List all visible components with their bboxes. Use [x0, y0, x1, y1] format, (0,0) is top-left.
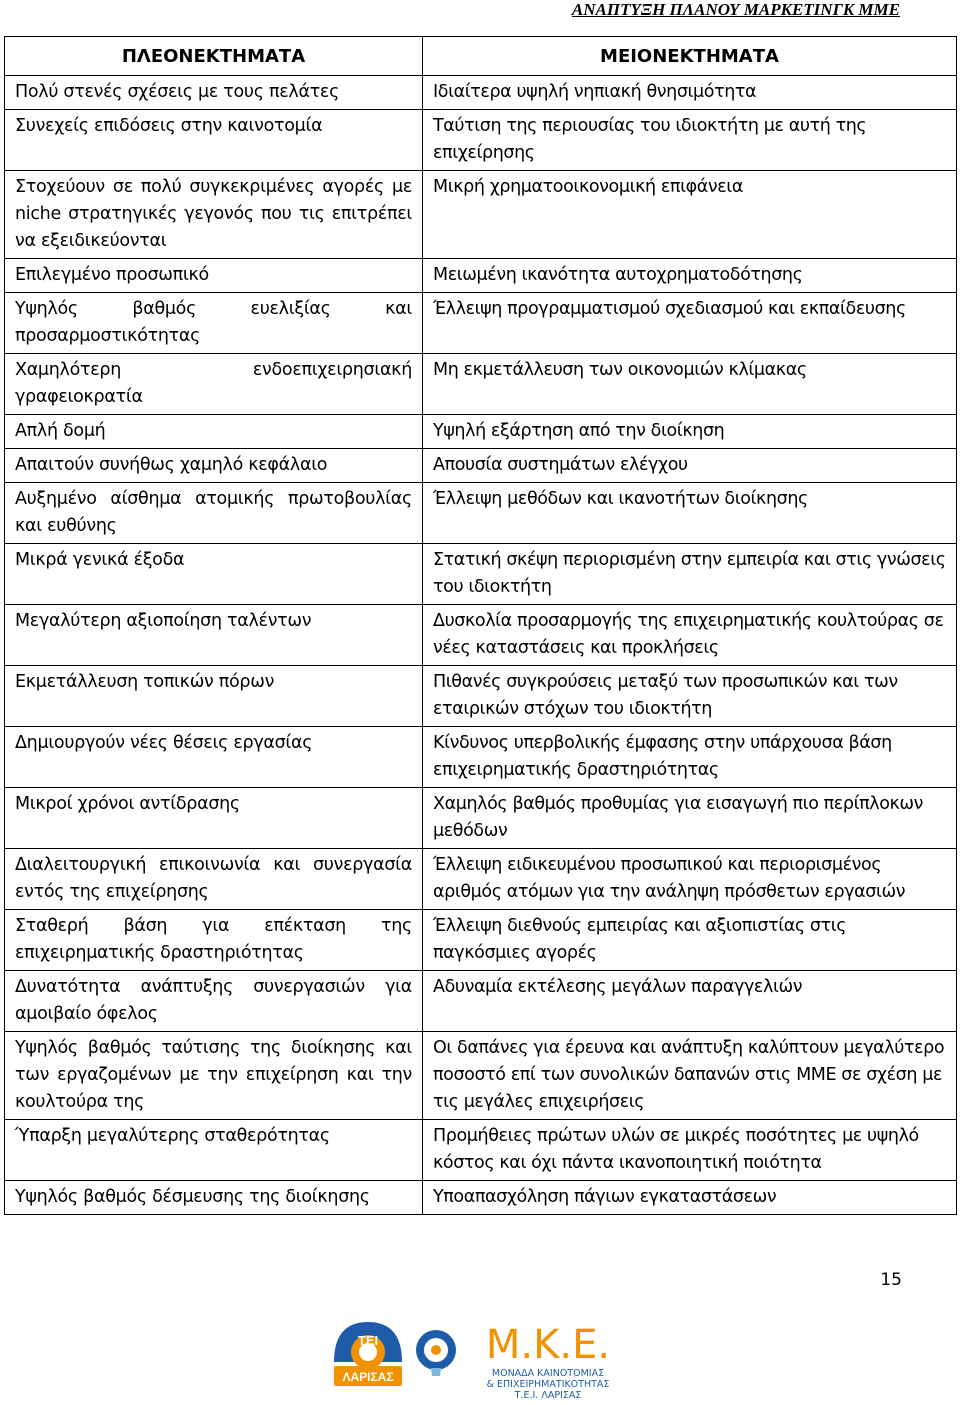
advantage-cell: Δημιουργούν νέες θέσεις εργασίας [5, 727, 423, 788]
table-header-row [5, 37, 957, 76]
table-row [5, 849, 957, 910]
advantage-cell: Στοχεύουν σε πολύ συγκεκριμένες αγορές με niche στρατηγικές γεγονός που τις επιτρέπει να εξειδικεύονται [5, 171, 423, 259]
advantage-cell: Μεγαλύτερη αξιοποίηση ταλέντων [5, 605, 423, 666]
disadvantage-cell: Δυσκολία προσαρμογής της επιχειρηματικής κουλτούρας σε νέες καταστάσεις και προκλήσεις [423, 605, 957, 666]
disadvantage-cell: Ιδιαίτερα υψηλή νηπιακή θνησιμότητα [423, 76, 957, 110]
table-row [5, 910, 957, 971]
table-row [5, 666, 957, 727]
table-row [5, 449, 957, 483]
advantage-cell: Διαλειτουργική επικοινωνία και συνεργασία εντός της επιχείρησης [5, 849, 423, 910]
table-row [5, 76, 957, 110]
advantage-cell: Συνεχείς επιδόσεις στην καινοτομία [5, 110, 423, 171]
lightbulb-icon [431, 1368, 441, 1376]
table-row [5, 1181, 957, 1215]
disadvantage-cell: Κίνδυνος υπερβολικής έμφασης στην υπάρχουσα βάση επιχειρηματικής δραστηριότητας [423, 727, 957, 788]
disadvantage-cell: Έλλειψη ειδικευμένου προσωπικού και περιορισμένος αριθμός ατόμων για την ανάληψη πρόσθετων εργασιών [423, 849, 957, 910]
table-row [5, 727, 957, 788]
advantage-cell: Υψηλός βαθμός ευελιξίας και προσαρμοστικότητας [5, 293, 423, 354]
disadvantage-cell: Μειωμένη ικανότητα αυτοχρηματοδότησης [423, 259, 957, 293]
table-row [5, 544, 957, 605]
advantage-cell: Υψηλός βαθμός ταύτισης της διοίκησης και των εργαζομένων με την επιχείρηση και την κουλτούρα της [5, 1032, 423, 1120]
advantage-cell: Μικροί χρόνοι αντίδρασης [5, 788, 423, 849]
advantage-cell: Μικρά γενικά έξοδα [5, 544, 423, 605]
disadvantages-header: ΜΕΙΟΝΕΚΤΗΜΑΤΑ [423, 37, 957, 76]
table-row [5, 788, 957, 849]
footer-logos [330, 1318, 650, 1403]
disadvantage-cell: Αδυναμία εκτέλεσης μεγάλων παραγγελιών [423, 971, 957, 1032]
advantage-cell: Δυνατότητα ανάπτυξης συνεργασιών για αμοιβαίο όφελος [5, 971, 423, 1032]
pros-cons-table [4, 36, 957, 1215]
disadvantage-cell: Έλλειψη μεθόδων και ικανοτήτων διοίκησης [423, 483, 957, 544]
disadvantage-cell: Υψηλή εξάρτηση από την διοίκηση [423, 415, 957, 449]
advantage-cell: Απλή δομή [5, 415, 423, 449]
advantage-cell: Χαμηλότερη ενδοεπιχειρησιακή γραφειοκρατία [5, 354, 423, 415]
disadvantage-cell: Ταύτιση της περιουσίας του ιδιοκτήτη με αυτή της επιχείρησης [423, 110, 957, 171]
table-row [5, 415, 957, 449]
mke-logo-title: Μ.Κ.Ε. [485, 1322, 611, 1368]
table-row [5, 1032, 957, 1120]
tei-logo-bottom-text: ΛΑΡΙΣΑΣ [342, 1370, 394, 1384]
disadvantage-cell: Οι δαπάνες για έρευνα και ανάπτυξη καλύπτουν μεγαλύτερο ποσοστό επί των συνολικών δαπανών στις ΜΜΕ σε σχέση με τις μεγάλες επιχειρήσεις [423, 1032, 957, 1120]
table-row [5, 483, 957, 544]
mke-logo-line1: ΜΟΝΑΔΑ ΚΑΙΝΟΤΟΜΙΑΣ [491, 1368, 605, 1379]
mke-logo-line3: Τ.Ε.Ι. ΛΑΡΙΣΑΣ [514, 1390, 582, 1401]
page-number: 15 [880, 1270, 902, 1290]
table-row [5, 605, 957, 666]
disadvantage-cell: Πιθανές συγκρούσεις μεταξύ των προσωπικών και των εταιρικών στόχων του ιδιοκτήτη [423, 666, 957, 727]
advantage-cell: Υψηλός βαθμός δέσμευσης της διοίκησης [5, 1181, 423, 1215]
tei-larissas-logo [334, 1322, 402, 1386]
advantage-cell: Πολύ στενές σχέσεις με τους πελάτες [5, 76, 423, 110]
disadvantage-cell: Προμήθειες πρώτων υλών σε μικρές ποσότητες με υψηλό κόστος και όχι πάντα ικανοποιητική ποιότητα [423, 1120, 957, 1181]
running-header: ΑΝΑΠΤΥΞΗ ΠΛΑΝΟΥ ΜΑΡΚΕΤΙΝΓΚ ΜΜΕ [571, 0, 900, 19]
table-row [5, 293, 957, 354]
disadvantage-cell: Έλλειψη προγραμματισμού σχεδιασμού και εκπαίδευσης [423, 293, 957, 354]
table-row [5, 110, 957, 171]
disadvantage-cell: Στατική σκέψη περιορισμένη στην εμπειρία και στις γνώσεις του ιδιοκτήτη [423, 544, 957, 605]
advantage-cell: Απαιτούν συνήθως χαμηλό κεφάλαιο [5, 449, 423, 483]
table-row [5, 259, 957, 293]
disadvantage-cell: Μη εκμετάλλευση των οικονομιών κλίμακας [423, 354, 957, 415]
table-row [5, 971, 957, 1032]
table-body [5, 76, 957, 1215]
table-row [5, 354, 957, 415]
advantages-header: ΠΛΕΟΝΕΚΤΗΜΑΤΑ [5, 37, 423, 76]
disadvantage-cell: Έλλειψη διεθνούς εμπειρίας και αξιοπιστίας στις παγκόσμιες αγορές [423, 910, 957, 971]
table-row [5, 1120, 957, 1181]
disadvantage-cell: Χαμηλός βαθμός προθυμίας για εισαγωγή πιο περίπλοκων μεθόδων [423, 788, 957, 849]
disadvantage-cell: Μικρή χρηματοοικονομική επιφάνεια [423, 171, 957, 259]
advantage-cell: Εκμετάλλευση τοπικών πόρων [5, 666, 423, 727]
table-row [5, 171, 957, 259]
disadvantage-cell: Απουσία συστημάτων ελέγχου [423, 449, 957, 483]
advantage-cell: Αυξημένο αίσθημα ατομικής πρωτοβουλίας και ευθύνης [5, 483, 423, 544]
disadvantage-cell: Υποαπασχόληση πάγιων εγκαταστάσεων [423, 1181, 957, 1215]
mke-logo [416, 1322, 610, 1401]
mke-logo-line2: & ΕΠΙΧΕΙΡΗΜΑΤΙΚΟΤΗΤΑΣ [486, 1379, 610, 1390]
tei-logo-top-text: ΤΕΙ [357, 1333, 379, 1348]
advantage-cell: Ύπαρξη μεγαλύτερης σταθερότητας [5, 1120, 423, 1181]
advantage-cell: Επιλεγμένο προσωπικό [5, 259, 423, 293]
advantage-cell: Σταθερή βάση για επέκταση της επιχειρηματικής δραστηριότητας [5, 910, 423, 971]
